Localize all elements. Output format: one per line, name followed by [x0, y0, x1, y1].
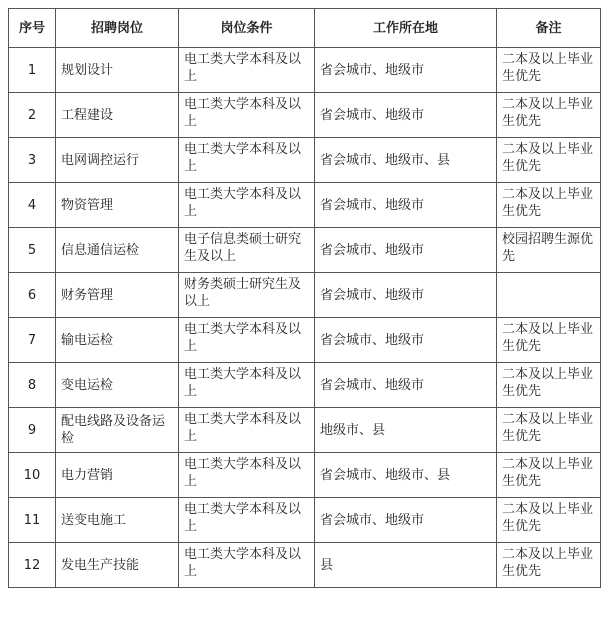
row-number: 9 [9, 408, 56, 453]
row-note [497, 408, 601, 453]
row-condition [179, 363, 315, 408]
row-position: 变电运检 [56, 363, 179, 408]
row-position: 物资管理 [56, 183, 179, 228]
row-note-text: 校园招聘生源优先 [502, 232, 594, 264]
row-condition-text: 电工类大学本科及以上 [184, 547, 302, 579]
row-note-text: 二本及以上毕业生优先 [502, 322, 594, 354]
row-condition-text: 电子信息类硕士研究生及以上 [184, 232, 302, 264]
row-condition [179, 498, 315, 543]
row-note-text: 二本及以上毕业生优先 [502, 412, 594, 444]
row-location: 省会城市、地级市 [315, 228, 497, 273]
row-number: 8 [9, 363, 56, 408]
row-note [497, 363, 601, 408]
row-condition-text: 电工类大学本科及以上 [184, 322, 302, 354]
row-position: 发电生产技能 [56, 543, 179, 588]
row-position: 送变电施工 [56, 498, 179, 543]
row-number: 5 [9, 228, 56, 273]
row-note [497, 228, 601, 273]
table-row [9, 318, 601, 363]
row-position: 电网调控运行 [56, 138, 179, 183]
row-note [497, 273, 601, 318]
row-position: 规划设计 [56, 48, 179, 93]
table-row [9, 138, 601, 183]
row-note [497, 543, 601, 588]
row-condition [179, 453, 315, 498]
row-note [497, 183, 601, 228]
row-location: 县 [315, 543, 497, 588]
row-condition [179, 273, 315, 318]
row-condition [179, 138, 315, 183]
row-number: 11 [9, 498, 56, 543]
row-position: 配电线路及设备运检 [56, 408, 179, 453]
row-note [497, 318, 601, 363]
row-location: 省会城市、地级市、县 [315, 138, 497, 183]
table-row [9, 93, 601, 138]
row-number: 3 [9, 138, 56, 183]
row-location: 省会城市、地级市 [315, 48, 497, 93]
row-location: 省会城市、地级市 [315, 498, 497, 543]
row-condition [179, 318, 315, 363]
row-position: 信息通信运检 [56, 228, 179, 273]
recruitment-table [8, 8, 601, 588]
row-note-text: 二本及以上毕业生优先 [502, 367, 594, 399]
table-row [9, 228, 601, 273]
row-note-text: 二本及以上毕业生优先 [502, 457, 594, 489]
header-row [9, 9, 601, 48]
row-condition [179, 93, 315, 138]
row-note [497, 93, 601, 138]
row-number: 1 [9, 48, 56, 93]
row-condition-text: 电工类大学本科及以上 [184, 52, 302, 84]
row-position: 输电运检 [56, 318, 179, 363]
row-condition-text: 电工类大学本科及以上 [184, 97, 302, 129]
table-row [9, 453, 601, 498]
header-note: 备注 [497, 9, 601, 48]
row-note-text: 二本及以上毕业生优先 [502, 97, 594, 129]
table-row [9, 363, 601, 408]
row-number: 2 [9, 93, 56, 138]
row-location: 省会城市、地级市 [315, 183, 497, 228]
row-note [497, 498, 601, 543]
row-condition-text: 电工类大学本科及以上 [184, 142, 302, 174]
table-row [9, 543, 601, 588]
row-position: 电力营销 [56, 453, 179, 498]
row-location: 省会城市、地级市 [315, 363, 497, 408]
row-number: 6 [9, 273, 56, 318]
row-condition-text: 电工类大学本科及以上 [184, 412, 302, 444]
row-note-text: 二本及以上毕业生优先 [502, 52, 594, 84]
row-condition [179, 183, 315, 228]
row-location: 省会城市、地级市 [315, 273, 497, 318]
row-note-text: 二本及以上毕业生优先 [502, 187, 594, 219]
row-position: 财务管理 [56, 273, 179, 318]
header-number: 序号 [9, 9, 56, 48]
row-note-text [502, 273, 595, 276]
row-location: 省会城市、地级市、县 [315, 453, 497, 498]
row-note [497, 138, 601, 183]
row-note [497, 453, 601, 498]
table-row [9, 48, 601, 93]
row-location: 省会城市、地级市 [315, 93, 497, 138]
header-condition: 岗位条件 [179, 9, 315, 48]
row-number: 4 [9, 183, 56, 228]
header-position: 招聘岗位 [56, 9, 179, 48]
row-note-text: 二本及以上毕业生优先 [502, 142, 594, 174]
table-row [9, 498, 601, 543]
row-condition-text: 电工类大学本科及以上 [184, 457, 302, 489]
row-note-text: 二本及以上毕业生优先 [502, 502, 594, 534]
row-location: 省会城市、地级市 [315, 318, 497, 363]
row-condition-text: 电工类大学本科及以上 [184, 367, 302, 399]
row-condition-text: 电工类大学本科及以上 [184, 502, 302, 534]
row-note-text: 二本及以上毕业生优先 [502, 547, 594, 579]
row-condition [179, 543, 315, 588]
row-number: 12 [9, 543, 56, 588]
header-location: 工作所在地 [315, 9, 497, 48]
row-condition-text: 电工类大学本科及以上 [184, 187, 302, 219]
row-condition-text: 财务类硕士研究生及以上 [184, 277, 302, 309]
row-number: 7 [9, 318, 56, 363]
row-condition [179, 228, 315, 273]
row-location: 地级市、县 [315, 408, 497, 453]
row-condition [179, 408, 315, 453]
row-position: 工程建设 [56, 93, 179, 138]
table-row [9, 273, 601, 318]
table-row [9, 183, 601, 228]
row-note [497, 48, 601, 93]
row-number: 10 [9, 453, 56, 498]
row-condition [179, 48, 315, 93]
table-row [9, 408, 601, 453]
